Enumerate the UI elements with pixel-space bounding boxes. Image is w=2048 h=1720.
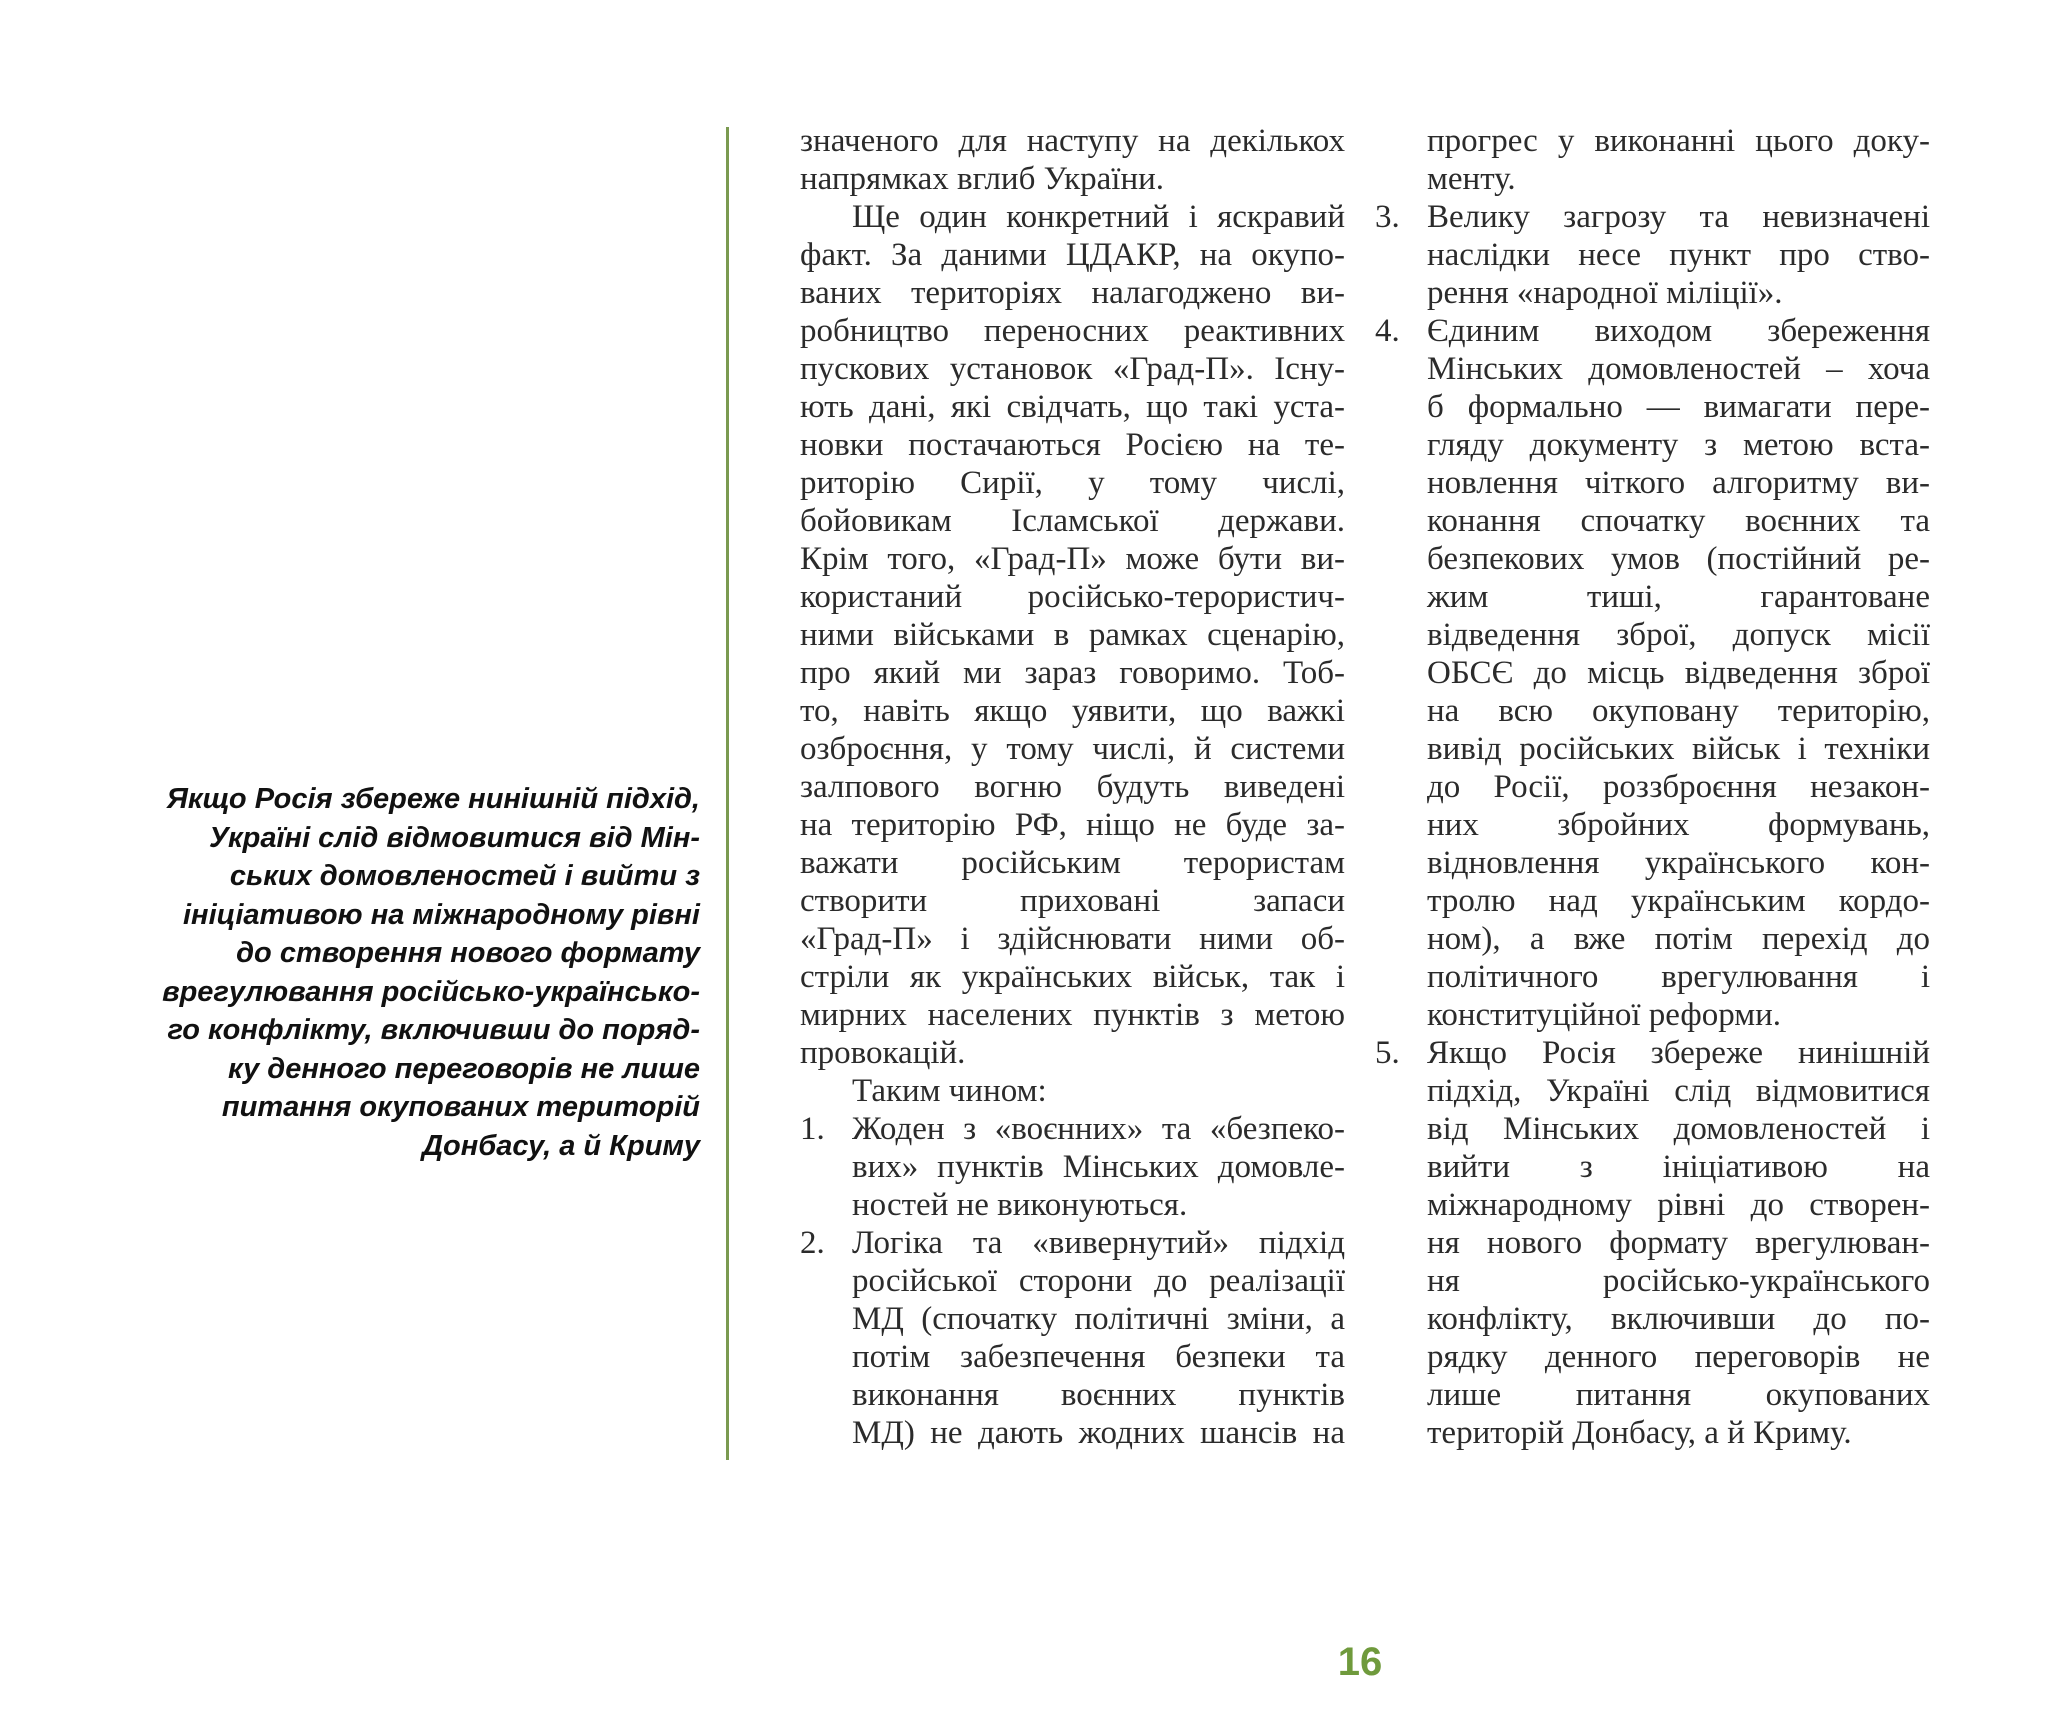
page-number: 16 <box>1337 1640 1383 1684</box>
vertical-divider <box>726 127 729 1460</box>
text-line: політичного врегулювання і <box>1427 959 1930 995</box>
paragraph-continuation <box>800 122 1345 198</box>
list-item <box>1375 1034 1930 1452</box>
text-line: ностей не виконуються. <box>852 1187 1188 1223</box>
text-line: ном), а вже потім перехід до <box>1427 921 1930 957</box>
text-line: гляду документу з метою вста- <box>1427 427 1930 463</box>
text-line: риторію Сирії, у тому числі, <box>800 465 1345 501</box>
text-line: від Мінських домовленостей і <box>1427 1111 1930 1147</box>
text-line: вийти з ініціативою на <box>1427 1149 1930 1185</box>
list-item <box>1375 198 1930 312</box>
pull-quote-line: Донбасу, а й Криму <box>422 1129 700 1162</box>
text-line: «Град-П» і здійснювати ними об- <box>800 921 1345 957</box>
paragraph <box>800 198 1345 1072</box>
list-number: 5. <box>1375 1035 1400 1071</box>
text-line: відведення зброї, допуск місії <box>1427 617 1930 653</box>
text-line: МД (спочатку політичні зміни, а <box>852 1301 1345 1337</box>
text-line: тролю над українським кордо- <box>1427 883 1930 919</box>
text-line: менту. <box>1427 161 1516 197</box>
text-line: Жоден з «воєнних» та «безпеко- <box>852 1111 1345 1147</box>
text-line: безпекових умов (постійний ре- <box>1427 541 1930 577</box>
pull-quote-line: до створення нового формату <box>236 937 700 969</box>
text-line: МД) не дають жодних шансів на <box>852 1415 1345 1451</box>
text-line: факт. За даними ЦДАКР, на окупо- <box>800 237 1345 273</box>
text-line: про який ми зараз говоримо. Тоб- <box>800 655 1345 691</box>
text-line: них збройних формувань, <box>1427 807 1930 843</box>
list-number: 1. <box>800 1111 825 1147</box>
text-line: бойовикам Ісламської держави. <box>800 503 1345 539</box>
text-line: ваних територіях налагоджено ви- <box>800 275 1345 311</box>
pull-quote-line: го конфлікту, включивши до поряд- <box>167 1014 700 1046</box>
text-line: на всю окуповану територію, <box>1427 693 1930 729</box>
text-line: підхід, Україні слід відмовитися <box>1427 1073 1930 1109</box>
text-line: Крім того, «Град-П» може бути ви- <box>800 541 1345 577</box>
text-column-2 <box>1375 122 1930 1452</box>
text-line: важати російським терористам <box>800 845 1345 881</box>
text-column-1 <box>800 122 1345 1452</box>
text-line: залпового вогню будуть виведені <box>800 769 1345 805</box>
text-line: прогрес у виконанні цього доку- <box>1427 123 1930 159</box>
pull-quote-line: ініціативою на міжнародному рівні <box>183 898 700 931</box>
text-line: користаний російсько-терористич- <box>800 579 1345 615</box>
text-line: Велику загрозу та невизначені <box>1427 199 1930 235</box>
text-line: створити приховані запаси <box>800 883 1345 919</box>
text-line: міжнародному рівні до створен- <box>1427 1187 1930 1223</box>
text-line: жим тиші, гарантоване <box>1427 579 1930 615</box>
text-line: виконання воєнних пунктів <box>852 1377 1345 1413</box>
text-line: стріли як українських військ, так і <box>800 959 1345 995</box>
text-line: відновлення українського кон- <box>1427 845 1930 881</box>
text-line: Мінських домовленостей – хоча <box>1427 351 1930 387</box>
text-line: пускових установок «Град-П». Існу- <box>800 351 1345 387</box>
text-line: ня російсько-українського <box>1427 1263 1930 1299</box>
text-line: конфлікту, включивши до по- <box>1427 1301 1930 1337</box>
text-line: вих» пунктів Мінських домовле- <box>852 1149 1345 1185</box>
text-line: наслідки несе пункт про ство- <box>1427 237 1930 273</box>
pull-quote <box>110 780 700 1165</box>
pull-quote-line: врегулювання російсько-українсько- <box>162 975 700 1008</box>
text-line: рядку денного переговорів не <box>1427 1339 1930 1375</box>
text-line: ОБСЄ до місць відведення зброї <box>1427 655 1930 691</box>
text-line: ють дані, які свідчать, що такі уста- <box>800 389 1345 425</box>
pull-quote-line: Якщо Росія збереже нинішній підхід, <box>166 783 700 815</box>
text-line: Таким чином: <box>852 1073 1047 1109</box>
text-line: мирних населених пунктів з метою <box>800 997 1345 1033</box>
text-line: ними військами в рамках сценарію, <box>800 617 1345 653</box>
text-line: вивід російських військ і техніки <box>1427 731 1930 767</box>
text-line: Якщо Росія збереже нинішній <box>1427 1035 1930 1071</box>
pull-quote-line: Україні слід відмовитися від Мін- <box>209 821 700 854</box>
list-item-continuation <box>1375 122 1930 198</box>
text-line: на територію РФ, ніщо не буде за- <box>800 807 1345 843</box>
text-line: потім забезпечення безпеки та <box>852 1339 1345 1375</box>
text-line: російської сторони до реалізації <box>852 1263 1345 1299</box>
text-line: провокацій. <box>800 1035 966 1071</box>
text-line: конання спочатку воєнних та <box>1427 503 1930 539</box>
text-line: рення «народної міліції». <box>1427 275 1783 311</box>
pull-quote-line: ських домовленостей і вийти з <box>229 860 700 892</box>
text-line: лише питання окупованих <box>1427 1377 1930 1413</box>
list-item <box>800 1224 1345 1452</box>
pull-quote-line: питання окупованих територій <box>221 1091 700 1123</box>
text-line: б формально — вимагати пере- <box>1427 389 1930 425</box>
text-line: озброєння, у тому числі, й системи <box>800 731 1345 767</box>
text-line: то, навіть якщо уявити, що важкі <box>800 693 1345 729</box>
list-item <box>800 1110 1345 1224</box>
list-number: 2. <box>800 1225 825 1261</box>
text-line: новки постачаються Росією на те- <box>800 427 1345 463</box>
text-line: конституційної реформи. <box>1427 997 1782 1033</box>
text-line: Єдиним виходом збереження <box>1427 313 1930 349</box>
text-line: до Росії, роззброєння незакон- <box>1427 769 1930 805</box>
pull-quote-line: ку денного переговорів не лише <box>228 1052 700 1085</box>
text-line: напрямках вглиб України. <box>800 161 1165 197</box>
text-line: територій Донбасу, а й Криму. <box>1427 1415 1852 1451</box>
list-item <box>1375 312 1930 1034</box>
text-line: новлення чіткого алгоритму ви- <box>1427 465 1930 501</box>
text-line: робництво переносних реактивних <box>800 313 1345 349</box>
list-number: 4. <box>1375 313 1400 349</box>
text-line: Логіка та «вивернутий» підхід <box>852 1225 1345 1261</box>
list-number: 3. <box>1375 199 1400 235</box>
text-line: значеного для наступу на декількох <box>800 123 1345 159</box>
text-line: Ще один конкретний і яскравий <box>852 199 1345 235</box>
text-line: ня нового формату врегулюван- <box>1427 1225 1930 1261</box>
